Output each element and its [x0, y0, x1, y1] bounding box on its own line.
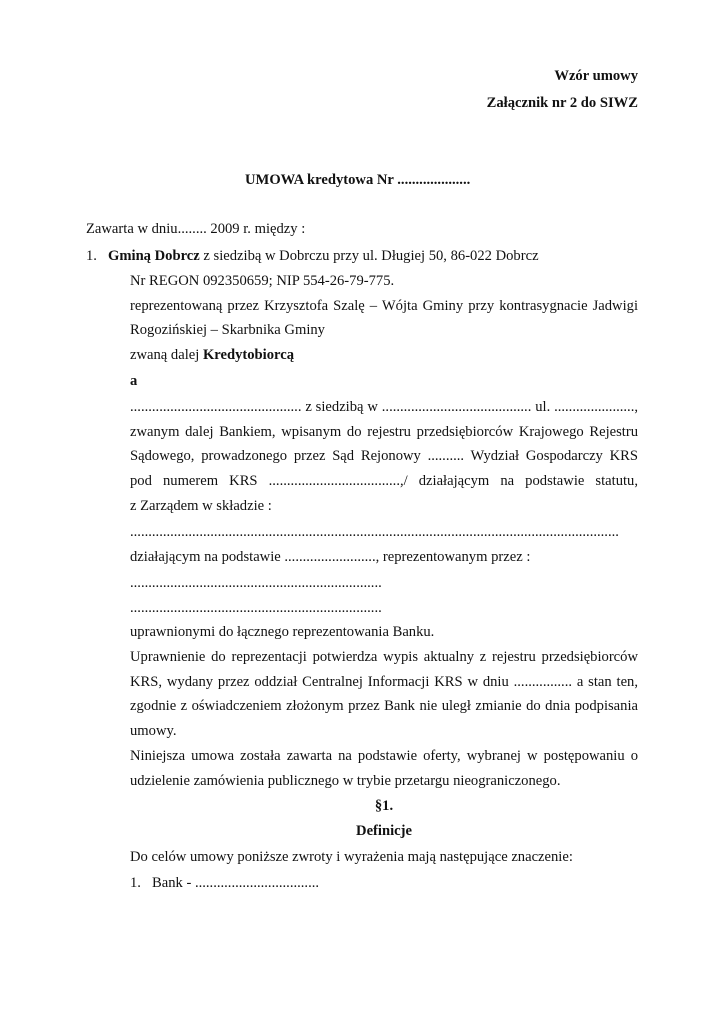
- party1-ids: Nr REGON 092350659; NIP 554-26-79-775.: [130, 273, 395, 289]
- attachment-label: Załącznik nr 2 do SIWZ: [486, 95, 638, 111]
- party1-representation: reprezentowaną przez Krzysztofa Szalę – Wójta Gminy przy kontrasygnacie Jadwigi: [130, 298, 638, 314]
- bank-board-dots: ......................................................................................................................................: [130, 524, 619, 540]
- bank-line-2: zwanym dalej Bankiem, wpisanym do rejestru przedsiębiorców Krajowego Rejestru: [130, 424, 638, 440]
- bank-rep-dots-2: .....................................................................: [130, 600, 382, 616]
- bank-line-3: Sądowego, prowadzonego przez Sąd Rejonowy .......... Wydział Gospodarczy KRS: [130, 448, 638, 464]
- bank-line-7: działającym na podstawie ........................., reprezentowanym przez :: [130, 549, 531, 565]
- party1-called: zwaną dalej Kredytobiorcą: [130, 347, 295, 363]
- section-intro: Do celów umowy poniższe zwroty i wyrażenia mają następujące znaczenie:: [130, 849, 573, 865]
- bank-line-13: zgodnie z oświadczeniem złożonym przez Bank nie uległ zmianie do dnia podpisania: [130, 698, 638, 714]
- bank-line-12: KRS, wydany przez oddział Centralnej Informacji KRS w dniu ................ a stan ten,: [130, 674, 638, 690]
- contract-intro: Zawarta w dniu........ 2009 r. między :: [86, 221, 306, 237]
- party1-first-line: [108, 247, 539, 265]
- document-title: UMOWA kredytowa Nr ....................: [245, 172, 471, 188]
- party1-address: z siedzibą w Dobrczu przy ul. Długiej 50, 86-022 Dobrcz: [199, 248, 539, 264]
- party1-number: 1.: [86, 248, 97, 264]
- bank-line-11: Uprawnienie do reprezentacji potwierdza wypis aktualny z rejestru przedsiębiorców: [130, 649, 638, 665]
- bank-line-1: ............................................... z siedzibą w ......................................... ul. ......................,: [130, 399, 638, 415]
- bank-line-16: udzielenie zamówienia publicznego w trybie przetargu nieograniczonego.: [130, 773, 561, 789]
- definition-number: 1.: [130, 875, 141, 891]
- definition-bank: Bank - ..................................: [152, 875, 320, 891]
- party1-representation-cont: Rogozińskiej – Skarbnika Gminy: [130, 322, 325, 338]
- bank-line-14: umowy.: [130, 723, 177, 739]
- borrower-name: Kredytobiorcą: [202, 347, 295, 363]
- bank-line-10: uprawnionymi do łącznego reprezentowania Banku.: [130, 624, 435, 640]
- bank-line-5: z Zarządem w składzie :: [130, 498, 272, 514]
- section-heading: Definicje: [356, 823, 412, 839]
- conjunction: a: [130, 373, 138, 389]
- party1-name: Gminą Dobrcz: [108, 248, 200, 264]
- section-number: §1.: [374, 798, 394, 814]
- bank-line-4: pod numerem KRS ....................................,/ działającym na podstawie statutu,: [130, 473, 638, 489]
- template-label: Wzór umowy: [554, 68, 638, 84]
- bank-line-15: Niniejsza umowa została zawarta na podstawie oferty, wybranej w postępowaniu o: [130, 748, 638, 764]
- bank-rep-dots-1: .....................................................................: [130, 575, 382, 591]
